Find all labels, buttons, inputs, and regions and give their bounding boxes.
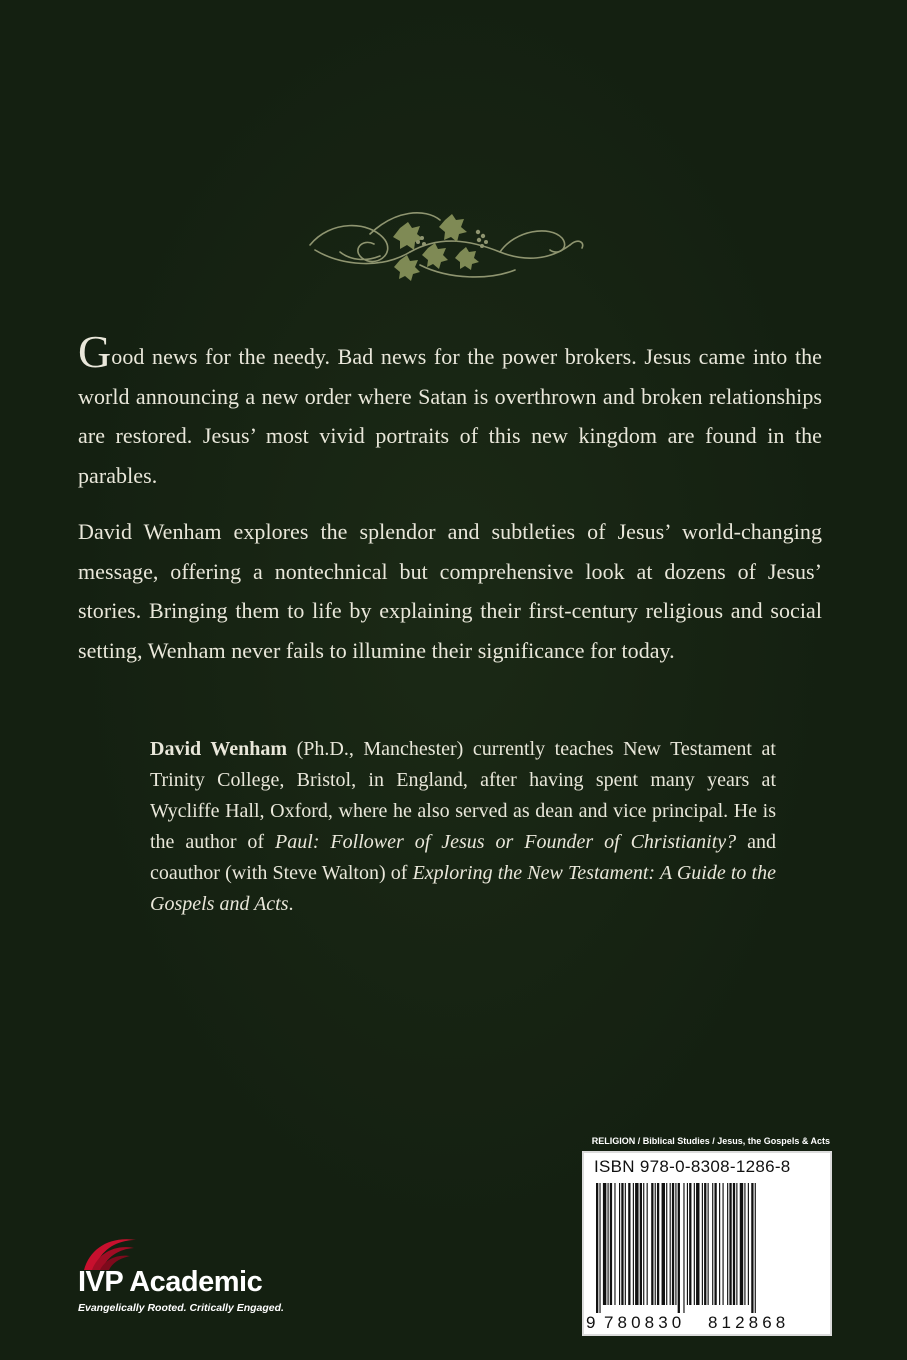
barcode-bar	[608, 1183, 609, 1305]
barcode-bar	[628, 1183, 630, 1305]
barcode-bar	[727, 1183, 728, 1305]
publisher-logo	[78, 1230, 298, 1320]
vine-flourish-icon	[300, 190, 600, 300]
bio-text-2: and coauthor (with Steve Walton) of	[150, 831, 776, 884]
barcode-bar	[621, 1183, 623, 1305]
barcode-bar	[643, 1183, 644, 1305]
barcode-bar	[744, 1183, 745, 1305]
book-title-1: Paul: Follower of Jesus or Founder of Christianity?	[275, 831, 737, 853]
barcode-bar	[708, 1183, 709, 1305]
barcode-bar	[712, 1183, 713, 1305]
barcode-bar	[704, 1183, 706, 1305]
barcode-bar	[625, 1183, 626, 1305]
blurb-paragraph-2: David Wenham explores the splendor and subtleties of Jesus’ world-changing message, offering a nontechnical but comprehensive look at dozens of Jesus’ stories. Bringing them to life by explaining their first-century religious and social setting, Wenham never fails to illumine their significance for today.	[78, 519, 822, 663]
barcode-bar	[683, 1183, 684, 1313]
barcode-bar	[596, 1183, 598, 1313]
barcode-bar	[723, 1183, 724, 1305]
barcode-bar	[740, 1183, 743, 1305]
book-title-2: Exploring the New Testament: A Guide to the Gospels and Acts	[150, 862, 776, 915]
author-name: David Wenham	[150, 738, 288, 760]
barcode-panel	[582, 1151, 832, 1336]
barcode-bar	[672, 1183, 674, 1305]
barcode-bar	[640, 1183, 642, 1305]
barcode-bar	[651, 1183, 653, 1305]
barcode-bar	[666, 1183, 667, 1305]
barcode-bar	[633, 1183, 634, 1305]
barcode-bar	[714, 1183, 716, 1305]
barcode-bar	[755, 1183, 756, 1313]
barcode-bar	[655, 1183, 656, 1305]
barcode-bar	[696, 1183, 699, 1305]
barcode-bar	[599, 1183, 600, 1313]
barcode-digits-group-1: 780830	[604, 1313, 686, 1332]
barcode-bar	[635, 1183, 638, 1305]
barcode-digits-group-2: 812868	[708, 1313, 790, 1332]
barcode-bar	[751, 1183, 753, 1313]
barcode-bar	[610, 1183, 612, 1305]
barcode-bar	[687, 1183, 688, 1305]
barcode-bar	[689, 1183, 691, 1305]
publisher-tagline: Evangelically Rooted. Critically Engaged.	[78, 1302, 284, 1314]
isbn-label: ISBN 978-0-8308-1286-8	[594, 1157, 791, 1176]
barcode-bar	[729, 1183, 731, 1305]
drop-cap: G	[78, 326, 112, 377]
barcode-bar	[647, 1183, 648, 1305]
blurb-paragraph-1	[78, 326, 822, 495]
blurb-paragraph-1-text: ood news for the needy. Bad news for the power brokers. Jesus came into the world announcing a new order where Satan is overthrown and broken relationships are restored. Jesus’ most vivid portraits of this new kingdom are found in the parables.	[78, 344, 822, 488]
barcode-bar	[675, 1183, 676, 1305]
barcode-bar	[694, 1183, 695, 1305]
barcode-bar	[736, 1183, 737, 1305]
publisher-name: IVP Academic	[78, 1266, 263, 1298]
barcode-bar	[614, 1183, 615, 1305]
barcode-bar	[662, 1183, 665, 1305]
barcode-digit-lead: 9	[586, 1313, 596, 1332]
author-bio	[150, 734, 776, 920]
barcode-bar	[657, 1183, 659, 1305]
barcode-bar	[733, 1183, 735, 1305]
bio-text-3: .	[288, 893, 294, 915]
barcode-bar	[619, 1183, 620, 1305]
barcode-bar	[702, 1183, 703, 1305]
barcode-bar	[670, 1183, 671, 1305]
category-line: RELIGION / Biblical Studies / Jesus, the Gospels & Acts	[591, 1136, 830, 1146]
barcode-bar	[678, 1183, 680, 1313]
barcode-bar	[719, 1183, 720, 1305]
barcode-bar	[603, 1183, 606, 1305]
barcode-bar	[748, 1183, 749, 1305]
bio-text-1: (Ph.D., Manchester) currently teaches New Testament at Trinity College, Bristol, in England, after having spent many years at Wycliffe Hall, Oxford, where he also served as dean and vice principal. He is the author of	[150, 738, 776, 853]
barcode-bars	[592, 1183, 820, 1313]
